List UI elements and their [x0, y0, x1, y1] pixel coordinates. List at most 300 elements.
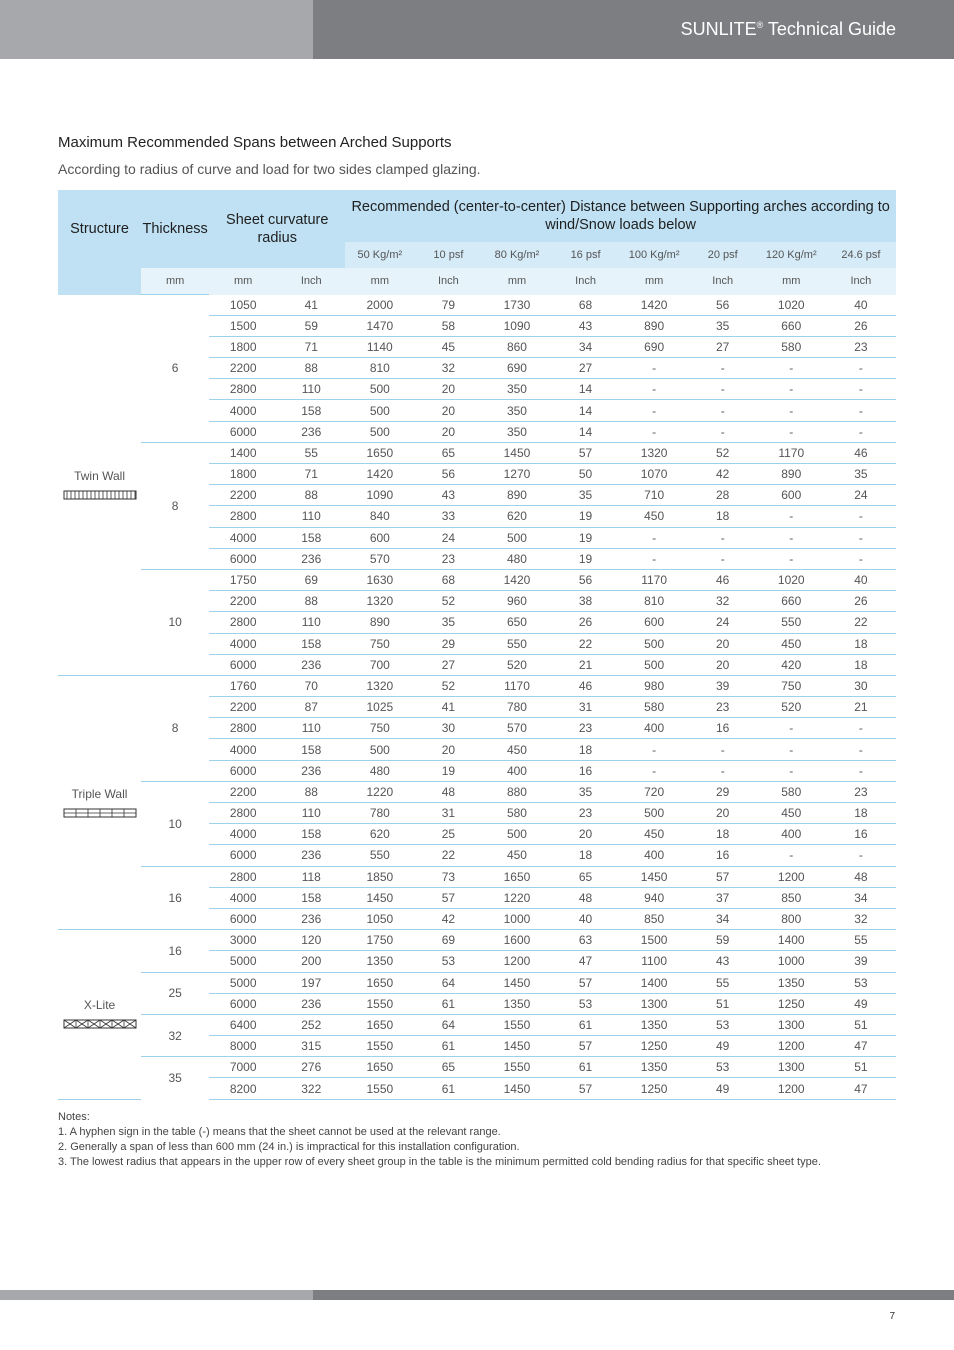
table-cell: 6000: [209, 760, 277, 781]
table-cell: -: [620, 400, 689, 421]
table-cell: 53: [414, 951, 482, 972]
table-cell: 14: [552, 400, 620, 421]
table-cell: 1600: [482, 930, 551, 951]
structure-name: Triple Wall: [71, 786, 128, 801]
table-cell: 69: [277, 569, 345, 590]
table-cell: 23: [826, 781, 896, 802]
table-cell: 19: [414, 760, 482, 781]
table-cell: 5000: [209, 951, 277, 972]
table-cell: 88: [277, 358, 345, 379]
table-cell: 110: [277, 379, 345, 400]
table-cell: 43: [414, 485, 482, 506]
table-cell: 1450: [482, 972, 551, 993]
table-cell: -: [620, 379, 689, 400]
table-cell: 1250: [757, 993, 826, 1014]
table-cell: 39: [689, 675, 757, 696]
table-cell: 1450: [482, 1078, 551, 1099]
table-cell: 750: [345, 718, 414, 739]
table-cell: 39: [826, 951, 896, 972]
table-cell: 2200: [209, 485, 277, 506]
table-row: [58, 442, 896, 463]
table-cell: -: [620, 760, 689, 781]
table-cell: 14: [552, 379, 620, 400]
table-cell: 322: [277, 1078, 345, 1099]
table-cell: -: [689, 421, 757, 442]
table-cell: 22: [414, 845, 482, 866]
table-cell: 52: [414, 591, 482, 612]
header-bar-left: [0, 0, 313, 59]
table-cell: 27: [414, 654, 482, 675]
table-cell: 1090: [345, 485, 414, 506]
table-cell: 88: [277, 591, 345, 612]
table-cell: 236: [277, 548, 345, 569]
note-item: 3. The lowest radius that appears in the upper row of every sheet group in the table is the minimum permitted cold bending radius for that specific sheet type.: [58, 1156, 821, 1168]
table-cell: 750: [345, 633, 414, 654]
table-cell: 860: [482, 336, 551, 357]
table-cell: 19: [552, 506, 620, 527]
table-cell: 660: [757, 315, 826, 336]
unit-header: Inch: [277, 268, 345, 295]
table-cell: 23: [826, 336, 896, 357]
table-cell: 88: [277, 485, 345, 506]
table-cell: 47: [552, 951, 620, 972]
table-cell: 7000: [209, 1057, 277, 1078]
table-cell: 65: [414, 1057, 482, 1078]
table-cell: 4000: [209, 527, 277, 548]
table-cell: 550: [757, 612, 826, 633]
table-cell: 23: [552, 718, 620, 739]
table-cell: 1650: [345, 972, 414, 993]
footer-bar-left: [0, 1290, 313, 1300]
table-cell: 4000: [209, 633, 277, 654]
table-cell: -: [757, 548, 826, 569]
table-cell: 1070: [620, 464, 689, 485]
table-cell: 57: [552, 442, 620, 463]
table-cell: -: [826, 739, 896, 760]
table-cell: 158: [277, 400, 345, 421]
table-cell: 20: [414, 400, 482, 421]
table-cell: 780: [482, 697, 551, 718]
table-cell: 890: [620, 315, 689, 336]
table-cell: -: [757, 739, 826, 760]
table-cell: 252: [277, 1014, 345, 1035]
table-cell: 1450: [482, 442, 551, 463]
structure-name: X-Lite: [83, 998, 116, 1013]
load-header: 10 psf: [414, 242, 482, 268]
table-cell: 450: [757, 633, 826, 654]
table-cell: -: [757, 760, 826, 781]
load-header: 16 psf: [552, 242, 620, 268]
unit-header: mm: [757, 268, 826, 295]
table-cell: 16: [552, 760, 620, 781]
load-header: 24.6 psf: [826, 242, 896, 268]
note-item: 1. A hyphen sign in the table (-) means that the sheet cannot be used at the relevant range.: [58, 1126, 501, 1138]
table-cell: 500: [345, 421, 414, 442]
table-cell: 35: [826, 464, 896, 485]
table-cell: 2000: [345, 295, 414, 316]
table-cell: 6400: [209, 1014, 277, 1035]
document-title: SUNLITE® Technical Guide: [680, 19, 896, 39]
table-cell: 1650: [345, 1014, 414, 1035]
structure-cell: [58, 295, 141, 676]
table-cell: 1550: [482, 1057, 551, 1078]
table-cell: 20: [414, 421, 482, 442]
table-cell: 1550: [345, 1078, 414, 1099]
table-cell: 32: [826, 908, 896, 929]
table-cell: 890: [757, 464, 826, 485]
table-cell: 6000: [209, 421, 277, 442]
table-cell: 41: [277, 295, 345, 316]
table-cell: 61: [552, 1014, 620, 1035]
table-cell: 32: [414, 358, 482, 379]
table-cell: 57: [552, 1078, 620, 1099]
table-cell: 420: [757, 654, 826, 675]
table-cell: 38: [552, 591, 620, 612]
table-cell: 158: [277, 739, 345, 760]
table-cell: 2800: [209, 379, 277, 400]
table-cell: 29: [689, 781, 757, 802]
table-row: [58, 1014, 896, 1035]
table-cell: 43: [552, 315, 620, 336]
table-cell: 500: [345, 739, 414, 760]
table-cell: 400: [757, 824, 826, 845]
table-cell: 236: [277, 908, 345, 929]
unit-header: Inch: [414, 268, 482, 295]
table-cell: -: [826, 379, 896, 400]
table-cell: 570: [345, 548, 414, 569]
table-cell: 810: [620, 591, 689, 612]
table-cell: 8000: [209, 1036, 277, 1057]
table-cell: 1200: [757, 1078, 826, 1099]
table-cell: 1550: [345, 1036, 414, 1057]
thickness-cell: 35: [141, 1057, 209, 1099]
table-cell: 1270: [482, 464, 551, 485]
table-cell: 120: [277, 930, 345, 951]
table-cell: 1090: [482, 315, 551, 336]
table-cell: -: [689, 379, 757, 400]
table-cell: 2200: [209, 591, 277, 612]
table-cell: 600: [620, 612, 689, 633]
table-cell: 660: [757, 591, 826, 612]
table-cell: 500: [345, 379, 414, 400]
table-cell: 30: [826, 675, 896, 696]
table-cell: 600: [345, 527, 414, 548]
table-cell: 690: [620, 336, 689, 357]
table-cell: 34: [689, 908, 757, 929]
table-cell: 59: [689, 930, 757, 951]
table-cell: 197: [277, 972, 345, 993]
table-row: [58, 781, 896, 802]
table-cell: -: [620, 421, 689, 442]
table-cell: 42: [689, 464, 757, 485]
table-cell: 5000: [209, 972, 277, 993]
table-cell: 26: [826, 315, 896, 336]
table-cell: -: [826, 845, 896, 866]
table-cell: 20: [689, 803, 757, 824]
table-cell: -: [757, 358, 826, 379]
table-cell: 40: [552, 908, 620, 929]
table-cell: 55: [689, 972, 757, 993]
table-cell: 4000: [209, 824, 277, 845]
table-cell: 23: [414, 548, 482, 569]
structure-cell: [58, 930, 141, 1100]
table-cell: 450: [620, 506, 689, 527]
table-cell: 18: [689, 506, 757, 527]
notes: [58, 1110, 821, 1170]
table-cell: 53: [552, 993, 620, 1014]
table-cell: 30: [414, 718, 482, 739]
table-cell: 450: [620, 824, 689, 845]
table-cell: 1220: [345, 781, 414, 802]
table-cell: 500: [345, 400, 414, 421]
table-cell: 1750: [345, 930, 414, 951]
table-cell: 61: [414, 1036, 482, 1057]
table-cell: -: [689, 358, 757, 379]
table-cell: 750: [757, 675, 826, 696]
table-cell: 16: [689, 845, 757, 866]
table-cell: 1000: [482, 908, 551, 929]
header-curvature-radius: Sheet curvature radius: [209, 190, 345, 268]
table-cell: 6000: [209, 993, 277, 1014]
spans-table: [58, 190, 896, 1100]
table-cell: 480: [345, 760, 414, 781]
table-cell: 56: [552, 569, 620, 590]
table-cell: 43: [689, 951, 757, 972]
table-cell: 690: [482, 358, 551, 379]
table-cell: 158: [277, 887, 345, 908]
table-cell: 49: [689, 1036, 757, 1057]
table-cell: 87: [277, 697, 345, 718]
table-cell: 18: [689, 824, 757, 845]
table-cell: 51: [689, 993, 757, 1014]
table-cell: 48: [414, 781, 482, 802]
load-header: 20 psf: [689, 242, 757, 268]
table-cell: 500: [620, 803, 689, 824]
table-cell: 1350: [345, 951, 414, 972]
table-row: [58, 972, 896, 993]
table-cell: 1025: [345, 697, 414, 718]
table-cell: 110: [277, 803, 345, 824]
table-cell: 550: [482, 633, 551, 654]
table-cell: 890: [482, 485, 551, 506]
section-title: Maximum Recommended Spans between Arched Supports: [58, 134, 452, 151]
table-cell: 350: [482, 379, 551, 400]
table-cell: 88: [277, 781, 345, 802]
table-cell: 1400: [620, 972, 689, 993]
table-cell: 49: [689, 1078, 757, 1099]
table-cell: 1170: [757, 442, 826, 463]
table-cell: 1350: [757, 972, 826, 993]
table-cell: 68: [552, 295, 620, 316]
table-cell: 1730: [482, 295, 551, 316]
table-cell: 29: [414, 633, 482, 654]
table-cell: 118: [277, 866, 345, 887]
page-number: 7: [889, 1311, 895, 1322]
table-cell: 61: [414, 993, 482, 1014]
table-cell: 40: [826, 569, 896, 590]
unit-header: mm: [482, 268, 551, 295]
table-cell: 500: [482, 527, 551, 548]
table-cell: 1550: [482, 1014, 551, 1035]
table-cell: 1100: [620, 951, 689, 972]
table-cell: 1200: [757, 866, 826, 887]
table-cell: 68: [414, 569, 482, 590]
table-cell: 3000: [209, 930, 277, 951]
table-cell: 500: [482, 824, 551, 845]
table-cell: 620: [482, 506, 551, 527]
notes-heading: Notes:: [58, 1111, 90, 1123]
table-cell: 16: [689, 718, 757, 739]
table-cell: 810: [345, 358, 414, 379]
table-cell: 61: [552, 1057, 620, 1078]
table-cell: 20: [414, 379, 482, 400]
table-cell: 64: [414, 1014, 482, 1035]
table-cell: 48: [826, 866, 896, 887]
table-cell: 31: [552, 697, 620, 718]
table-cell: 1350: [620, 1057, 689, 1078]
table-cell: 71: [277, 464, 345, 485]
table-cell: 1420: [482, 569, 551, 590]
table-cell: 1170: [620, 569, 689, 590]
unit-header: Inch: [552, 268, 620, 295]
table-cell: 61: [414, 1078, 482, 1099]
table-cell: 41: [414, 697, 482, 718]
table-cell: -: [689, 548, 757, 569]
table-row: [58, 295, 896, 316]
table-row: [58, 675, 896, 696]
table-cell: 1420: [345, 464, 414, 485]
table-cell: 63: [552, 930, 620, 951]
table-cell: 19: [552, 527, 620, 548]
load-header: 50 Kg/m²: [345, 242, 414, 268]
table-cell: -: [757, 718, 826, 739]
table-cell: 110: [277, 506, 345, 527]
load-header: 120 Kg/m²: [757, 242, 826, 268]
table-cell: 1800: [209, 336, 277, 357]
structure-cell: [58, 675, 141, 929]
table-cell: 55: [826, 930, 896, 951]
table-cell: 1000: [757, 951, 826, 972]
table-cell: 890: [345, 612, 414, 633]
table-cell: 25: [414, 824, 482, 845]
table-cell: 450: [757, 803, 826, 824]
table-cell: 22: [552, 633, 620, 654]
table-cell: 18: [826, 654, 896, 675]
table-cell: 73: [414, 866, 482, 887]
thickness-cell: 32: [141, 1014, 209, 1056]
table-cell: 28: [689, 485, 757, 506]
table-cell: 1320: [345, 591, 414, 612]
table-cell: 56: [414, 464, 482, 485]
table-cell: 4000: [209, 887, 277, 908]
table-cell: 21: [826, 697, 896, 718]
table-cell: 276: [277, 1057, 345, 1078]
table-cell: -: [620, 358, 689, 379]
table-cell: -: [689, 400, 757, 421]
table-cell: 1050: [345, 908, 414, 929]
table-cell: 70: [277, 675, 345, 696]
table-cell: 71: [277, 336, 345, 357]
table-cell: 850: [620, 908, 689, 929]
table-cell: 880: [482, 781, 551, 802]
table-cell: 51: [826, 1014, 896, 1035]
table-cell: 236: [277, 654, 345, 675]
footer-bar-right: [313, 1290, 954, 1300]
table-cell: 1400: [757, 930, 826, 951]
table-cell: 1250: [620, 1078, 689, 1099]
table-cell: -: [826, 527, 896, 548]
table-cell: 1200: [757, 1036, 826, 1057]
table-cell: 1850: [345, 866, 414, 887]
table-cell: 1650: [482, 866, 551, 887]
table-cell: 400: [482, 760, 551, 781]
thickness-cell: 6: [141, 295, 209, 443]
table-cell: 1350: [482, 993, 551, 1014]
table-cell: 2800: [209, 803, 277, 824]
table-cell: 1550: [345, 993, 414, 1014]
table-cell: 1300: [757, 1057, 826, 1078]
table-cell: 52: [689, 442, 757, 463]
table-cell: 46: [826, 442, 896, 463]
table-cell: 53: [689, 1057, 757, 1078]
table-cell: 1450: [345, 887, 414, 908]
table-cell: 1650: [345, 442, 414, 463]
table-cell: 20: [689, 633, 757, 654]
table-cell: 850: [757, 887, 826, 908]
table-row: [58, 866, 896, 887]
table-cell: 720: [620, 781, 689, 802]
unit-header: mm: [209, 268, 277, 295]
table-cell: 580: [757, 781, 826, 802]
table-cell: 1250: [620, 1036, 689, 1057]
table-cell: 14: [552, 421, 620, 442]
table-cell: 1470: [345, 315, 414, 336]
structure-name: Twin Wall: [74, 468, 125, 483]
table-cell: -: [689, 527, 757, 548]
table-cell: 57: [414, 887, 482, 908]
table-cell: 158: [277, 527, 345, 548]
table-cell: 58: [414, 315, 482, 336]
table-cell: 8200: [209, 1078, 277, 1099]
table-cell: 1320: [620, 442, 689, 463]
table-cell: 2800: [209, 506, 277, 527]
table-cell: 55: [277, 442, 345, 463]
table-cell: 49: [826, 993, 896, 1014]
table-cell: 4000: [209, 400, 277, 421]
table-cell: 620: [345, 824, 414, 845]
table-cell: 1220: [482, 887, 551, 908]
table-cell: -: [757, 527, 826, 548]
table-cell: 158: [277, 824, 345, 845]
table-cell: 46: [689, 569, 757, 590]
thickness-cell: 8: [141, 675, 209, 781]
table-cell: 520: [757, 697, 826, 718]
table-cell: 236: [277, 760, 345, 781]
header-bar-right: [313, 0, 954, 59]
table-cell: 1350: [620, 1014, 689, 1035]
table-cell: -: [826, 421, 896, 442]
table-cell: 450: [482, 845, 551, 866]
table-cell: 33: [414, 506, 482, 527]
table-cell: 500: [620, 654, 689, 675]
table-cell: -: [826, 506, 896, 527]
table-cell: 79: [414, 295, 482, 316]
table-cell: -: [620, 548, 689, 569]
table-cell: 47: [826, 1078, 896, 1099]
table-cell: 26: [826, 591, 896, 612]
thickness-cell: 10: [141, 781, 209, 866]
table-cell: 23: [689, 697, 757, 718]
